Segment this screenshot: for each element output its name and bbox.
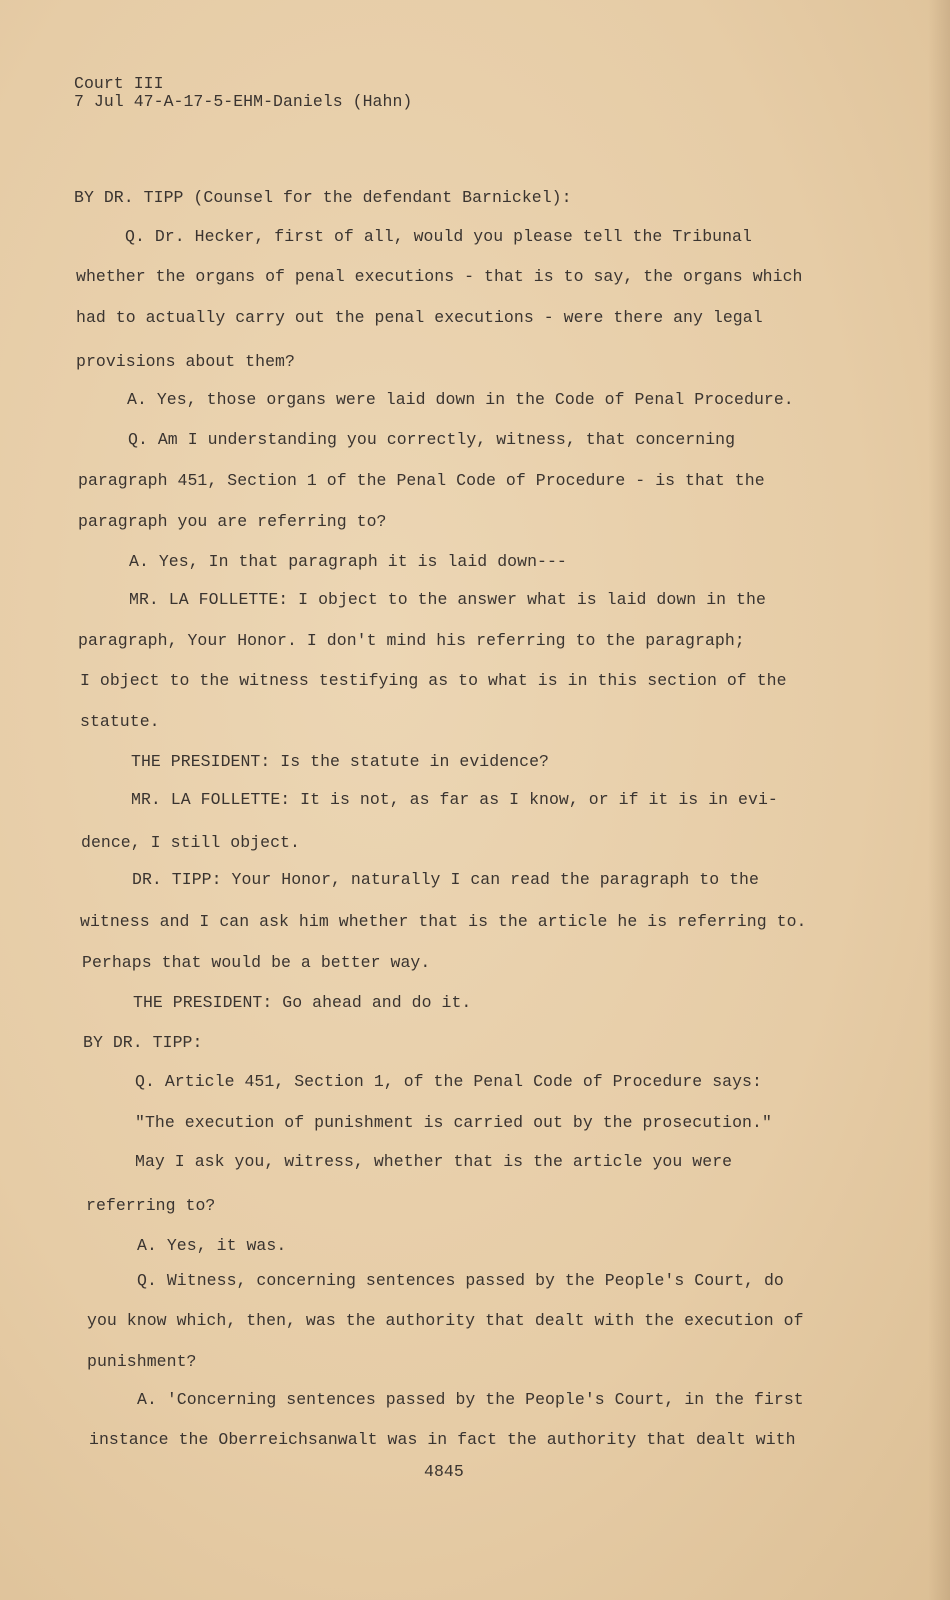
text-line: Q. Witness, concerning sentences passed by the People's Court, do: [137, 1271, 784, 1290]
text-line: dence, I still object.: [81, 833, 300, 852]
paper-edge-shadow: [928, 0, 950, 1600]
text-line: witness and I can ask him whether that is the article he is referring to.: [80, 912, 807, 931]
text-line: A. Yes, In that paragraph it is laid down---: [129, 552, 567, 571]
text-line: A. 'Concerning sentences passed by the People's Court, in the first: [137, 1390, 804, 1409]
text-line: Q. Am I understanding you correctly, witness, that concerning: [128, 430, 736, 449]
text-line: MR. LA FOLLETTE: I object to the answer what is laid down in the: [129, 590, 766, 609]
text-line: paragraph, Your Honor. I don't mind his referring to the paragraph;: [78, 631, 745, 650]
header-court: Court III: [74, 74, 164, 93]
text-line: provisions about them?: [76, 352, 295, 371]
text-line: paragraph you are referring to?: [78, 512, 387, 531]
text-line: THE PRESIDENT: Go ahead and do it.: [133, 993, 472, 1012]
text-line: A. Yes, those organs were laid down in the Code of Penal Procedure.: [127, 390, 794, 409]
text-line: had to actually carry out the penal executions - were there any legal: [76, 308, 763, 327]
text-line: statute.: [80, 712, 160, 731]
text-line: punishment?: [87, 1352, 197, 1371]
text-line: THE PRESIDENT: Is the statute in evidence?: [131, 752, 549, 771]
text-line: A. Yes, it was.: [137, 1236, 287, 1255]
text-line: I object to the witness testifying as to what is in this section of the: [80, 671, 787, 690]
text-line: DR. TIPP: Your Honor, naturally I can read the paragraph to the: [132, 870, 759, 889]
text-line: Q. Article 451, Section 1, of the Penal Code of Procedure says:: [135, 1072, 762, 1091]
text-line: BY DR. TIPP (Counsel for the defendant Barnickel):: [74, 188, 572, 207]
text-line: MR. LA FOLLETTE: It is not, as far as I know, or if it is in evi-: [131, 790, 778, 809]
text-line: referring to?: [86, 1196, 216, 1215]
text-line: Perhaps that would be a better way.: [82, 953, 431, 972]
text-line: you know which, then, was the authority that dealt with the execution of: [87, 1311, 804, 1330]
text-line: paragraph 451, Section 1 of the Penal Code of Procedure - is that the: [78, 471, 765, 490]
text-line: Q. Dr. Hecker, first of all, would you please tell the Tribunal: [125, 227, 752, 246]
text-line: whether the organs of penal executions - that is to say, the organs which: [76, 267, 803, 286]
header-reference: 7 Jul 47-A-17-5-EHM-Daniels (Hahn): [74, 92, 413, 111]
text-line: "The execution of punishment is carried out by the prosecution.": [135, 1113, 772, 1132]
text-line: BY DR. TIPP:: [83, 1033, 203, 1052]
text-line: instance the Oberreichsanwalt was in fact the authority that dealt with: [89, 1430, 796, 1449]
text-line: May I ask you, witress, whether that is the article you were: [135, 1152, 733, 1171]
page-number: 4845: [424, 1462, 464, 1481]
